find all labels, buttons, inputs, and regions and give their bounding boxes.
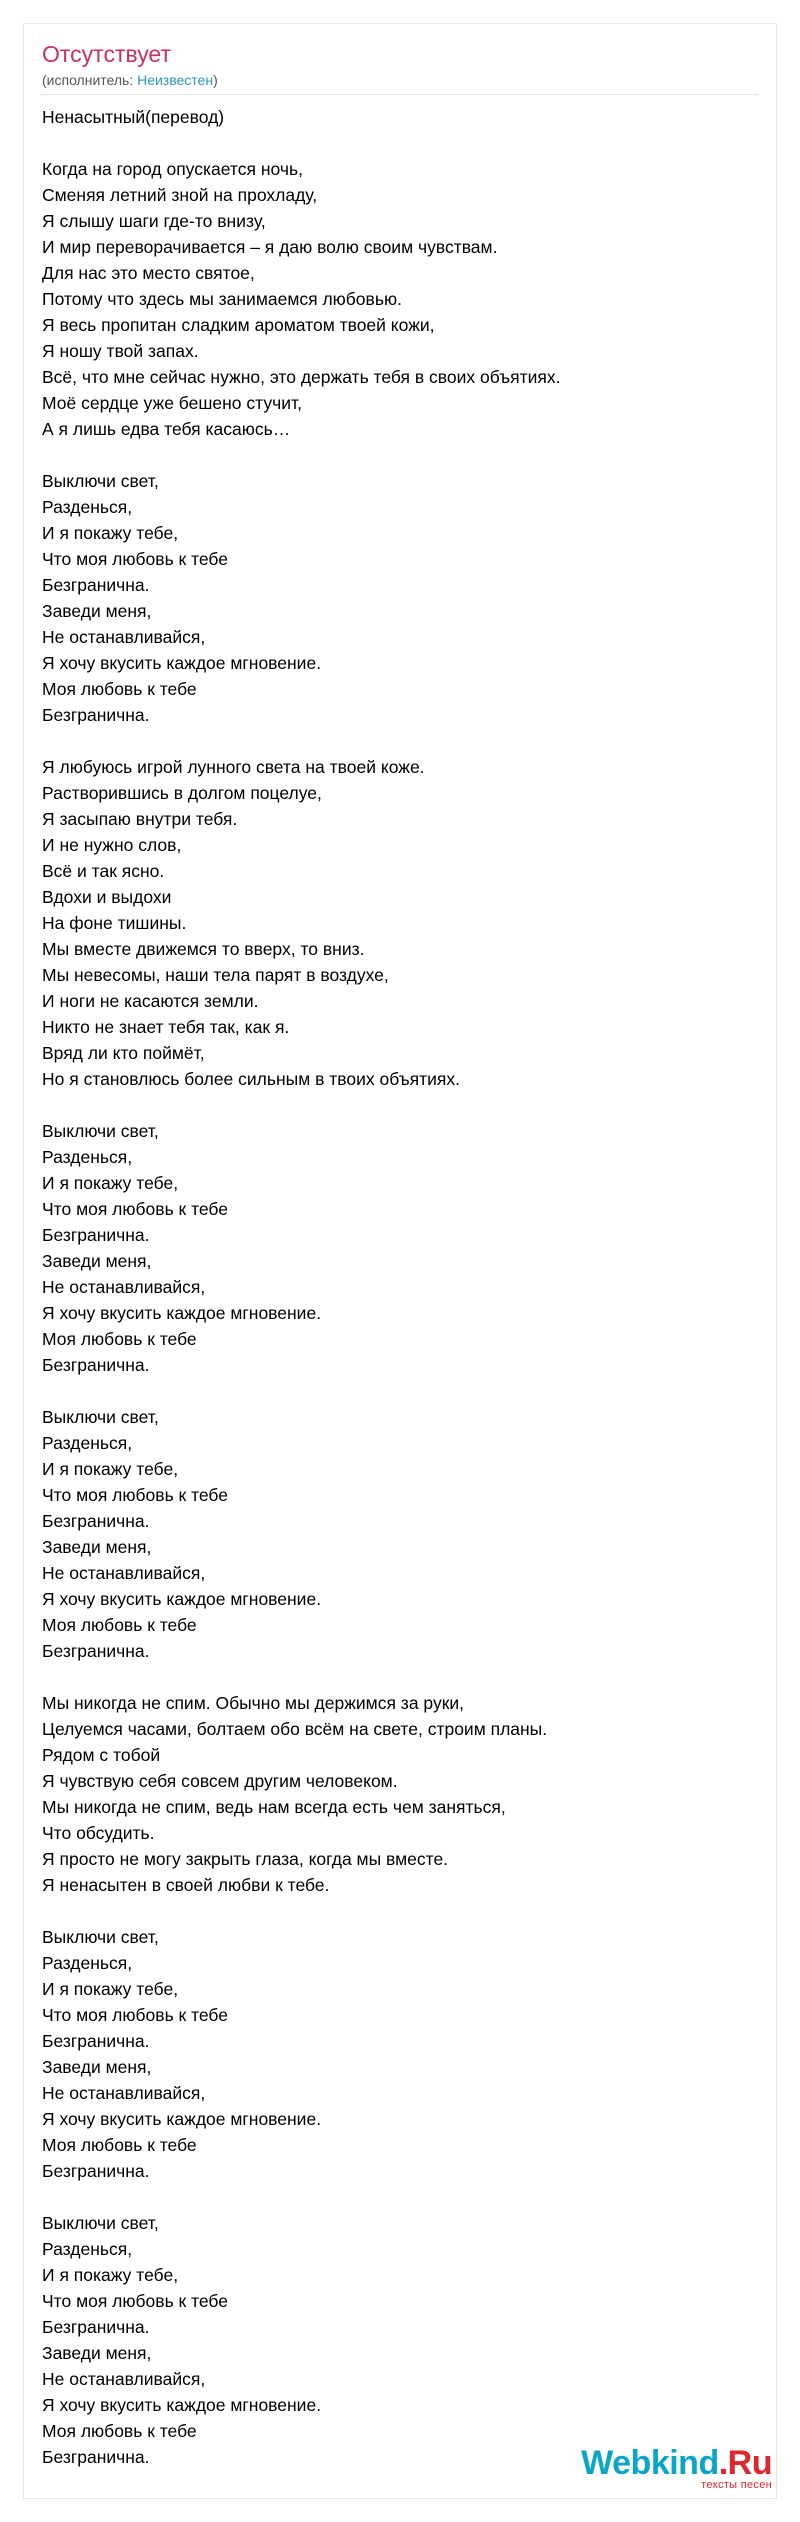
lyrics-line: Безгранична. — [42, 2161, 150, 2181]
lyrics-line: Моя любовь к тебе — [42, 679, 197, 699]
artist-line — [42, 71, 758, 89]
lyrics-line: Разденься, — [42, 1953, 133, 1973]
lyrics-line: И я покажу тебе, — [42, 2265, 179, 2285]
lyrics-line: Целуемся часами, болтаем обо всём на свете, строим планы. — [42, 1719, 548, 1739]
song-title: Отсутствует — [42, 41, 171, 67]
lyrics-line: Не останавливайся, — [42, 1277, 206, 1297]
lyrics-line: Я любуюсь игрой лунного света на твоей коже. — [42, 757, 425, 777]
lyrics-blank-line — [42, 2184, 758, 2210]
lyrics-line: Не останавливайся, — [42, 2083, 206, 2103]
lyrics-line: Моя любовь к тебе — [42, 2421, 197, 2441]
lyrics-line: Моё сердце уже бешено стучит, — [42, 393, 302, 413]
site-logo[interactable] — [581, 2446, 772, 2491]
lyrics-line: Мы вместе движемся то вверх, то вниз. — [42, 939, 365, 959]
lyrics-blank-line — [42, 1664, 758, 1690]
lyrics-line: И я покажу тебе, — [42, 1173, 179, 1193]
lyrics-line: Растворившись в долгом поцелуе, — [42, 783, 322, 803]
lyrics-line: Что моя любовь к тебе — [42, 1199, 228, 1219]
lyrics-line: Я ненасытен в своей любви к тебе. — [42, 1875, 330, 1895]
lyrics-line: И не нужно слов, — [42, 835, 182, 855]
lyrics-line: Выключи свет, — [42, 1927, 159, 1947]
lyrics-line: Вдохи и выдохи — [42, 887, 172, 907]
lyrics-line: Не останавливайся, — [42, 1563, 206, 1583]
logo-main-text: Webkind — [581, 2444, 719, 2482]
lyrics-line: Безгранична. — [42, 1355, 150, 1375]
lyrics-blank-line — [42, 1092, 758, 1118]
lyrics-line: Сменяя летний зной на прохладу, — [42, 185, 318, 205]
lyrics-line: Безгранична. — [42, 2447, 150, 2467]
lyrics-line: Заведи меня, — [42, 1251, 152, 1271]
lyrics-line: Мы никогда не спим. Обычно мы держимся за руки, — [42, 1693, 464, 1713]
lyrics-line: Разденься, — [42, 2239, 133, 2259]
lyrics-line: Не останавливайся, — [42, 627, 206, 647]
lyrics-line: Заведи меня, — [42, 2057, 152, 2077]
lyrics-line: Что обсудить. — [42, 1823, 155, 1843]
artist-link[interactable]: Неизвестен — [137, 72, 214, 88]
logo-wordmark — [581, 2446, 772, 2480]
lyrics-line: Я засыпаю внутри тебя. — [42, 809, 238, 829]
lyrics-line: И я покажу тебе, — [42, 1979, 179, 1999]
song-header — [42, 40, 758, 89]
lyrics-line: И я покажу тебе, — [42, 1459, 179, 1479]
lyrics-line: И ноги не касаются земли. — [42, 991, 259, 1011]
lyrics-line: Безгранична. — [42, 1225, 150, 1245]
lyrics-text — [42, 104, 758, 2470]
lyrics-line: Заведи меня, — [42, 1537, 152, 1557]
lyrics-line: Разденься, — [42, 1147, 133, 1167]
lyrics-line: Моя любовь к тебе — [42, 1615, 197, 1635]
lyrics-line: Мы никогда не спим, ведь нам всегда есть чем заняться, — [42, 1797, 506, 1817]
lyrics-line: Никто не знает тебя так, как я. — [42, 1017, 290, 1037]
lyrics-line: Всё и так ясно. — [42, 861, 165, 881]
lyrics-line: Всё, что мне сейчас нужно, это держать тебя в своих объятиях. — [42, 367, 561, 387]
lyrics-line: Я хочу вкусить каждое мгновение. — [42, 2395, 322, 2415]
lyrics-line: Безгранична. — [42, 2317, 150, 2337]
lyrics-line: Выключи свет, — [42, 1121, 159, 1141]
lyrics-line: Разденься, — [42, 1433, 133, 1453]
lyrics-line: Когда на город опускается ночь, — [42, 159, 303, 179]
lyrics-line: Я просто не могу закрыть глаза, когда мы вместе. — [42, 1849, 449, 1869]
artist-prefix: (исполнитель: — [42, 72, 138, 88]
artist-suffix: ) — [213, 72, 218, 88]
lyrics-line: Выключи свет, — [42, 471, 159, 491]
lyrics-line: И я покажу тебе, — [42, 523, 179, 543]
lyrics-blank-line — [42, 442, 758, 468]
header-divider — [42, 94, 758, 95]
lyrics-line: Безгранична. — [42, 2031, 150, 2051]
lyrics-line: Моя любовь к тебе — [42, 1329, 197, 1349]
lyrics-line: Для нас это место святое, — [42, 263, 255, 283]
lyrics-line: Заведи меня, — [42, 601, 152, 621]
lyrics-blank-line — [42, 1378, 758, 1404]
lyrics-line: Я чувствую себя совсем другим человеком. — [42, 1771, 398, 1791]
lyrics-line: Я весь пропитан сладким ароматом твоей кожи, — [42, 315, 435, 335]
lyrics-line: Выключи свет, — [42, 2213, 159, 2233]
lyrics-line: Я хочу вкусить каждое мгновение. — [42, 1303, 322, 1323]
lyrics-line: На фоне тишины. — [42, 913, 187, 933]
lyrics-line: Что моя любовь к тебе — [42, 549, 228, 569]
lyrics-line: Разденься, — [42, 497, 133, 517]
lyrics-line: Что моя любовь к тебе — [42, 2005, 228, 2025]
lyrics-line: Я слышу шаги где-то внизу, — [42, 211, 266, 231]
lyrics-line: Безгранична. — [42, 575, 150, 595]
lyrics-line: Но я становлюсь более сильным в твоих объятиях. — [42, 1069, 460, 1089]
lyrics-line: Что моя любовь к тебе — [42, 2291, 228, 2311]
lyrics-line: Я хочу вкусить каждое мгновение. — [42, 1589, 322, 1609]
lyrics-blank-line — [42, 130, 758, 156]
lyrics-line: Ненасытный(перевод) — [42, 107, 225, 127]
logo-tagline: тексты песен — [701, 2479, 772, 2491]
lyrics-line: Я ношу твой запах. — [42, 341, 199, 361]
lyrics-line: Безгранична. — [42, 705, 150, 725]
lyrics-line: Вряд ли кто поймёт, — [42, 1043, 205, 1063]
lyrics-line: А я лишь едва тебя касаюсь… — [42, 419, 291, 439]
lyrics-line: Потому что здесь мы занимаемся любовью. — [42, 289, 402, 309]
lyrics-line: Безгранична. — [42, 1511, 150, 1531]
lyrics-line: Не останавливайся, — [42, 2369, 206, 2389]
lyrics-line: Заведи меня, — [42, 2343, 152, 2363]
lyrics-line: Моя любовь к тебе — [42, 2135, 197, 2155]
lyrics-blank-line — [42, 728, 758, 754]
logo-tld: .Ru — [718, 2444, 772, 2482]
lyrics-line: Безгранична. — [42, 1641, 150, 1661]
lyrics-blank-line — [42, 1898, 758, 1924]
lyrics-line: Рядом с тобой — [42, 1745, 161, 1765]
lyrics-line: И мир переворачивается – я даю волю своим чувствам. — [42, 237, 498, 257]
lyrics-line: Что моя любовь к тебе — [42, 1485, 228, 1505]
lyrics-line: Выключи свет, — [42, 1407, 159, 1427]
lyrics-line: Мы невесомы, наши тела парят в воздухе, — [42, 965, 389, 985]
lyrics-line: Я хочу вкусить каждое мгновение. — [42, 2109, 322, 2129]
lyrics-line: Я хочу вкусить каждое мгновение. — [42, 653, 322, 673]
